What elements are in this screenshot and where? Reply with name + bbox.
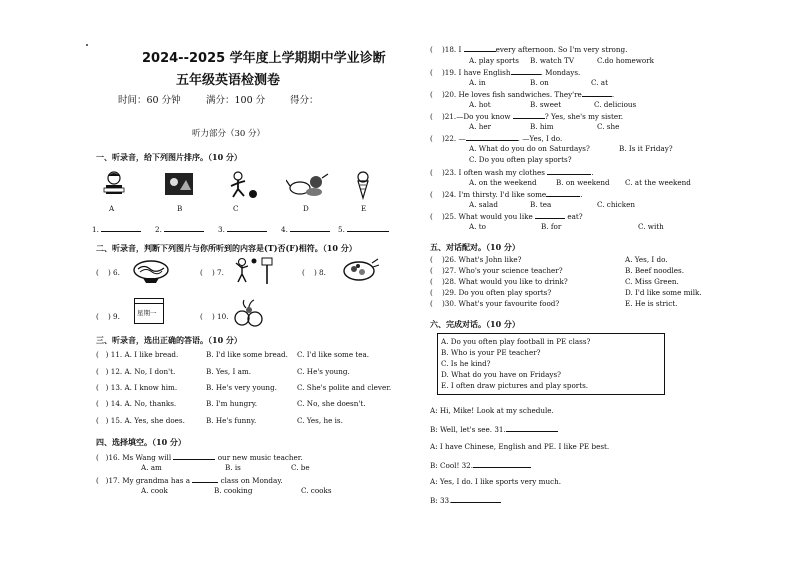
q19-option-c[interactable]: C. at — [591, 78, 608, 87]
dialog-option-b: B. Who is your PE teacher? — [441, 348, 541, 357]
q16-option-b[interactable]: B. is — [225, 463, 241, 472]
q20-option-a[interactable]: A. hot — [469, 100, 491, 109]
q20-option-b[interactable]: B. sweet — [530, 100, 562, 109]
q21-option-c[interactable]: C. she — [597, 122, 620, 131]
pic-label-d: D — [303, 204, 309, 213]
dialog-line-1: A: Hi, Mike! Look at my schedule. — [430, 406, 554, 415]
pic-label-e: E — [361, 204, 367, 213]
tf-item-7[interactable]: ( ) 7. — [200, 268, 224, 277]
q19[interactable]: ( )19. I have English . Mondays. — [430, 68, 581, 77]
part5-title: 五、对话配对。（10 分） — [430, 242, 520, 252]
q21-option-a[interactable]: A. her — [469, 122, 492, 131]
match-option-b: B. Beef noodles. — [625, 266, 684, 275]
exam-title-line1: 2024--2025 学年度上学期期中学业诊断 — [142, 51, 386, 66]
q30[interactable]: ( )30. What's your favourite food? — [430, 299, 560, 308]
q13[interactable]: ( ) 13. A. I know him. — [96, 383, 178, 392]
q18-option-c[interactable]: C.do homework — [597, 56, 655, 65]
q11-option-b[interactable]: B. I'd like some bread. — [206, 350, 288, 359]
q17-option-b[interactable]: B. cooking — [214, 486, 253, 495]
q20-option-c[interactable]: C. delicious — [594, 100, 637, 109]
dialog-line-2[interactable]: B: Well, let's see. 31. — [430, 424, 558, 434]
dialog-line-5: A: Yes, I do. I like sports very much. — [430, 477, 562, 486]
q16-option-a[interactable]: A. am — [141, 463, 162, 472]
q17[interactable]: ( )17. My grandma has a class on Monday. — [96, 476, 283, 485]
q11[interactable]: ( ) 11. A. I like bread. — [96, 350, 179, 359]
tf-item-10[interactable]: ( ) 10. — [200, 312, 229, 321]
answer-1[interactable]: 1. — [92, 224, 141, 234]
q15-option-c[interactable]: C. Yes, he is. — [297, 416, 343, 425]
q19-option-a[interactable]: A. in — [469, 78, 486, 87]
q12-option-c[interactable]: C. He's young. — [297, 367, 350, 376]
q11-option-c[interactable]: C. I'd like some tea. — [297, 350, 370, 359]
q22-option-c[interactable]: C. Do you often play sports? — [469, 155, 572, 164]
q24-option-a[interactable]: A. salad — [469, 200, 498, 209]
dialog-option-a: A. Do you often play football in PE class? — [441, 337, 591, 346]
fruits-picture — [232, 298, 266, 328]
q15[interactable]: ( ) 15. A. Yes, she does. — [96, 416, 185, 425]
q24-option-b[interactable]: B. tea — [530, 200, 552, 209]
q21[interactable]: ( )21.—Do you know ? Yes, she's my sister. — [430, 112, 624, 121]
tf-item-9[interactable]: ( ) 9. — [96, 312, 120, 321]
match-option-e: E. He is strict. — [625, 299, 678, 308]
boy-reading-picture — [101, 170, 127, 198]
calendar-picture — [134, 298, 164, 324]
q22-option-a[interactable]: A. What do you do on Saturdays? — [469, 144, 590, 153]
q17-option-c[interactable]: C. cooks — [301, 486, 332, 495]
q13-option-b[interactable]: B. He's very young. — [206, 383, 277, 392]
animals-picture — [286, 172, 330, 198]
basketball-picture — [232, 255, 276, 285]
dialog-line-6[interactable]: B: 33. — [430, 495, 501, 505]
q14-option-c[interactable]: C. No, she doesn't. — [297, 399, 366, 408]
q26[interactable]: ( )26. What's John like? — [430, 255, 522, 264]
match-option-c: C. Miss Green. — [625, 277, 679, 286]
answer-3[interactable]: 3. — [218, 224, 267, 234]
ice-cream-picture — [355, 170, 371, 200]
q23[interactable]: ( )23. I often wash my clothes . — [430, 168, 594, 177]
exam-score-field: 得分： — [290, 95, 319, 106]
playing-football-picture — [224, 170, 260, 200]
q12-option-b[interactable]: B. Yes, I am. — [206, 367, 251, 376]
part6-title: 六、完成对话。（10 分） — [430, 319, 520, 329]
q29[interactable]: ( )29. Do you often play sports? — [430, 288, 552, 297]
exam-time: 时间：60 分钟 — [118, 95, 181, 106]
answer-4[interactable]: 4. — [281, 224, 330, 234]
q20[interactable]: ( )20. He loves fish sandwiches. They're . — [430, 90, 615, 99]
q18-option-a[interactable]: A. play sports — [469, 56, 519, 65]
q13-option-c[interactable]: C. She's polite and clever. — [297, 383, 392, 392]
q23-option-b[interactable]: B. on weekend — [556, 178, 610, 187]
noodles-bowl-picture — [132, 258, 170, 284]
q17-option-a[interactable]: A. cook — [141, 486, 168, 495]
dialog-line-3: A: I have Chinese, English and PE. I like PE best. — [430, 442, 610, 451]
q27[interactable]: ( )27. Who's your science teacher? — [430, 266, 563, 275]
pic-label-c: C — [233, 204, 239, 213]
q18[interactable]: ( )18. I every afternoon. So I'm very strong. — [430, 45, 628, 54]
match-option-d: D. I'd like some milk. — [625, 288, 702, 297]
q14[interactable]: ( ) 14. A. No, thanks. — [96, 399, 177, 408]
part2-title: 二、听录音，判断下列图片与你所听到的内容是(T)否(F)相符。（10 分） — [96, 243, 357, 253]
tv-scene-picture — [164, 172, 194, 196]
q23-option-a[interactable]: A. on the weekend — [469, 178, 537, 187]
pic-label-b: B — [177, 204, 183, 213]
q22-option-b[interactable]: B. Is it Friday? — [619, 144, 673, 153]
exam-title-line2: 五年级英语检测卷 — [176, 73, 281, 88]
q25-option-c[interactable]: C. with — [638, 222, 664, 231]
q16[interactable]: ( )16. Ms Wang will our new music teacher. — [96, 453, 303, 462]
q15-option-b[interactable]: B. He's funny. — [206, 416, 257, 425]
q25[interactable]: ( )25. What would you like eat? — [430, 212, 583, 221]
q18-option-b[interactable]: B. watch TV — [530, 56, 575, 65]
q25-option-b[interactable]: B. for — [541, 222, 562, 231]
dialog-line-4[interactable]: B: Cool! 32. — [430, 460, 531, 470]
dialog-option-e: E. I often draw pictures and play sports. — [441, 381, 589, 390]
q22[interactable]: ( )22. — . —Yes, I do. — [430, 134, 563, 143]
listening-title: 听力部分（30 分） — [192, 129, 266, 139]
q12[interactable]: ( ) 12. A. No, I don't. — [96, 367, 176, 376]
salad-plate-picture — [342, 257, 380, 283]
q24-option-c[interactable]: C. chicken — [597, 200, 636, 209]
tf-item-8[interactable]: ( ) 8. — [302, 268, 326, 277]
dialog-option-d: D. What do you have on Fridays? — [441, 370, 562, 379]
q25-option-a[interactable]: A. to — [469, 222, 486, 231]
q19-option-b[interactable]: B. on — [530, 78, 549, 87]
match-option-a: A. Yes, I do. — [625, 255, 668, 264]
answer-2[interactable]: 2. — [155, 224, 204, 234]
part3-title: 三、听录音，选出正确的答语。（10 分） — [96, 335, 242, 345]
part4-title: 四、选择填空。（10 分） — [96, 437, 186, 447]
q28[interactable]: ( )28. What would you like to drink? — [430, 277, 568, 286]
pic-label-a: A — [109, 204, 115, 213]
part1-title: 一、听录音，给下列图片排序。（10 分） — [96, 152, 242, 162]
tf-item-6[interactable]: ( ) 6. — [96, 268, 120, 277]
q14-option-b[interactable]: B. I'm hungry. — [206, 399, 258, 408]
q21-option-b[interactable]: B. him — [530, 122, 554, 131]
answer-5[interactable]: 5. — [338, 224, 389, 234]
dialog-option-c: C. Is he kind? — [441, 359, 491, 368]
calendar-monday-text: 星期一 — [137, 309, 157, 317]
q24[interactable]: ( )24. I'm thirsty. I'd like some . — [430, 190, 583, 199]
scan-speck — [86, 44, 88, 46]
exam-full-score: 满分：100 分 — [206, 95, 266, 106]
q16-option-c[interactable]: C. be — [291, 463, 310, 472]
q23-option-c[interactable]: C. at the weekend — [625, 178, 691, 187]
